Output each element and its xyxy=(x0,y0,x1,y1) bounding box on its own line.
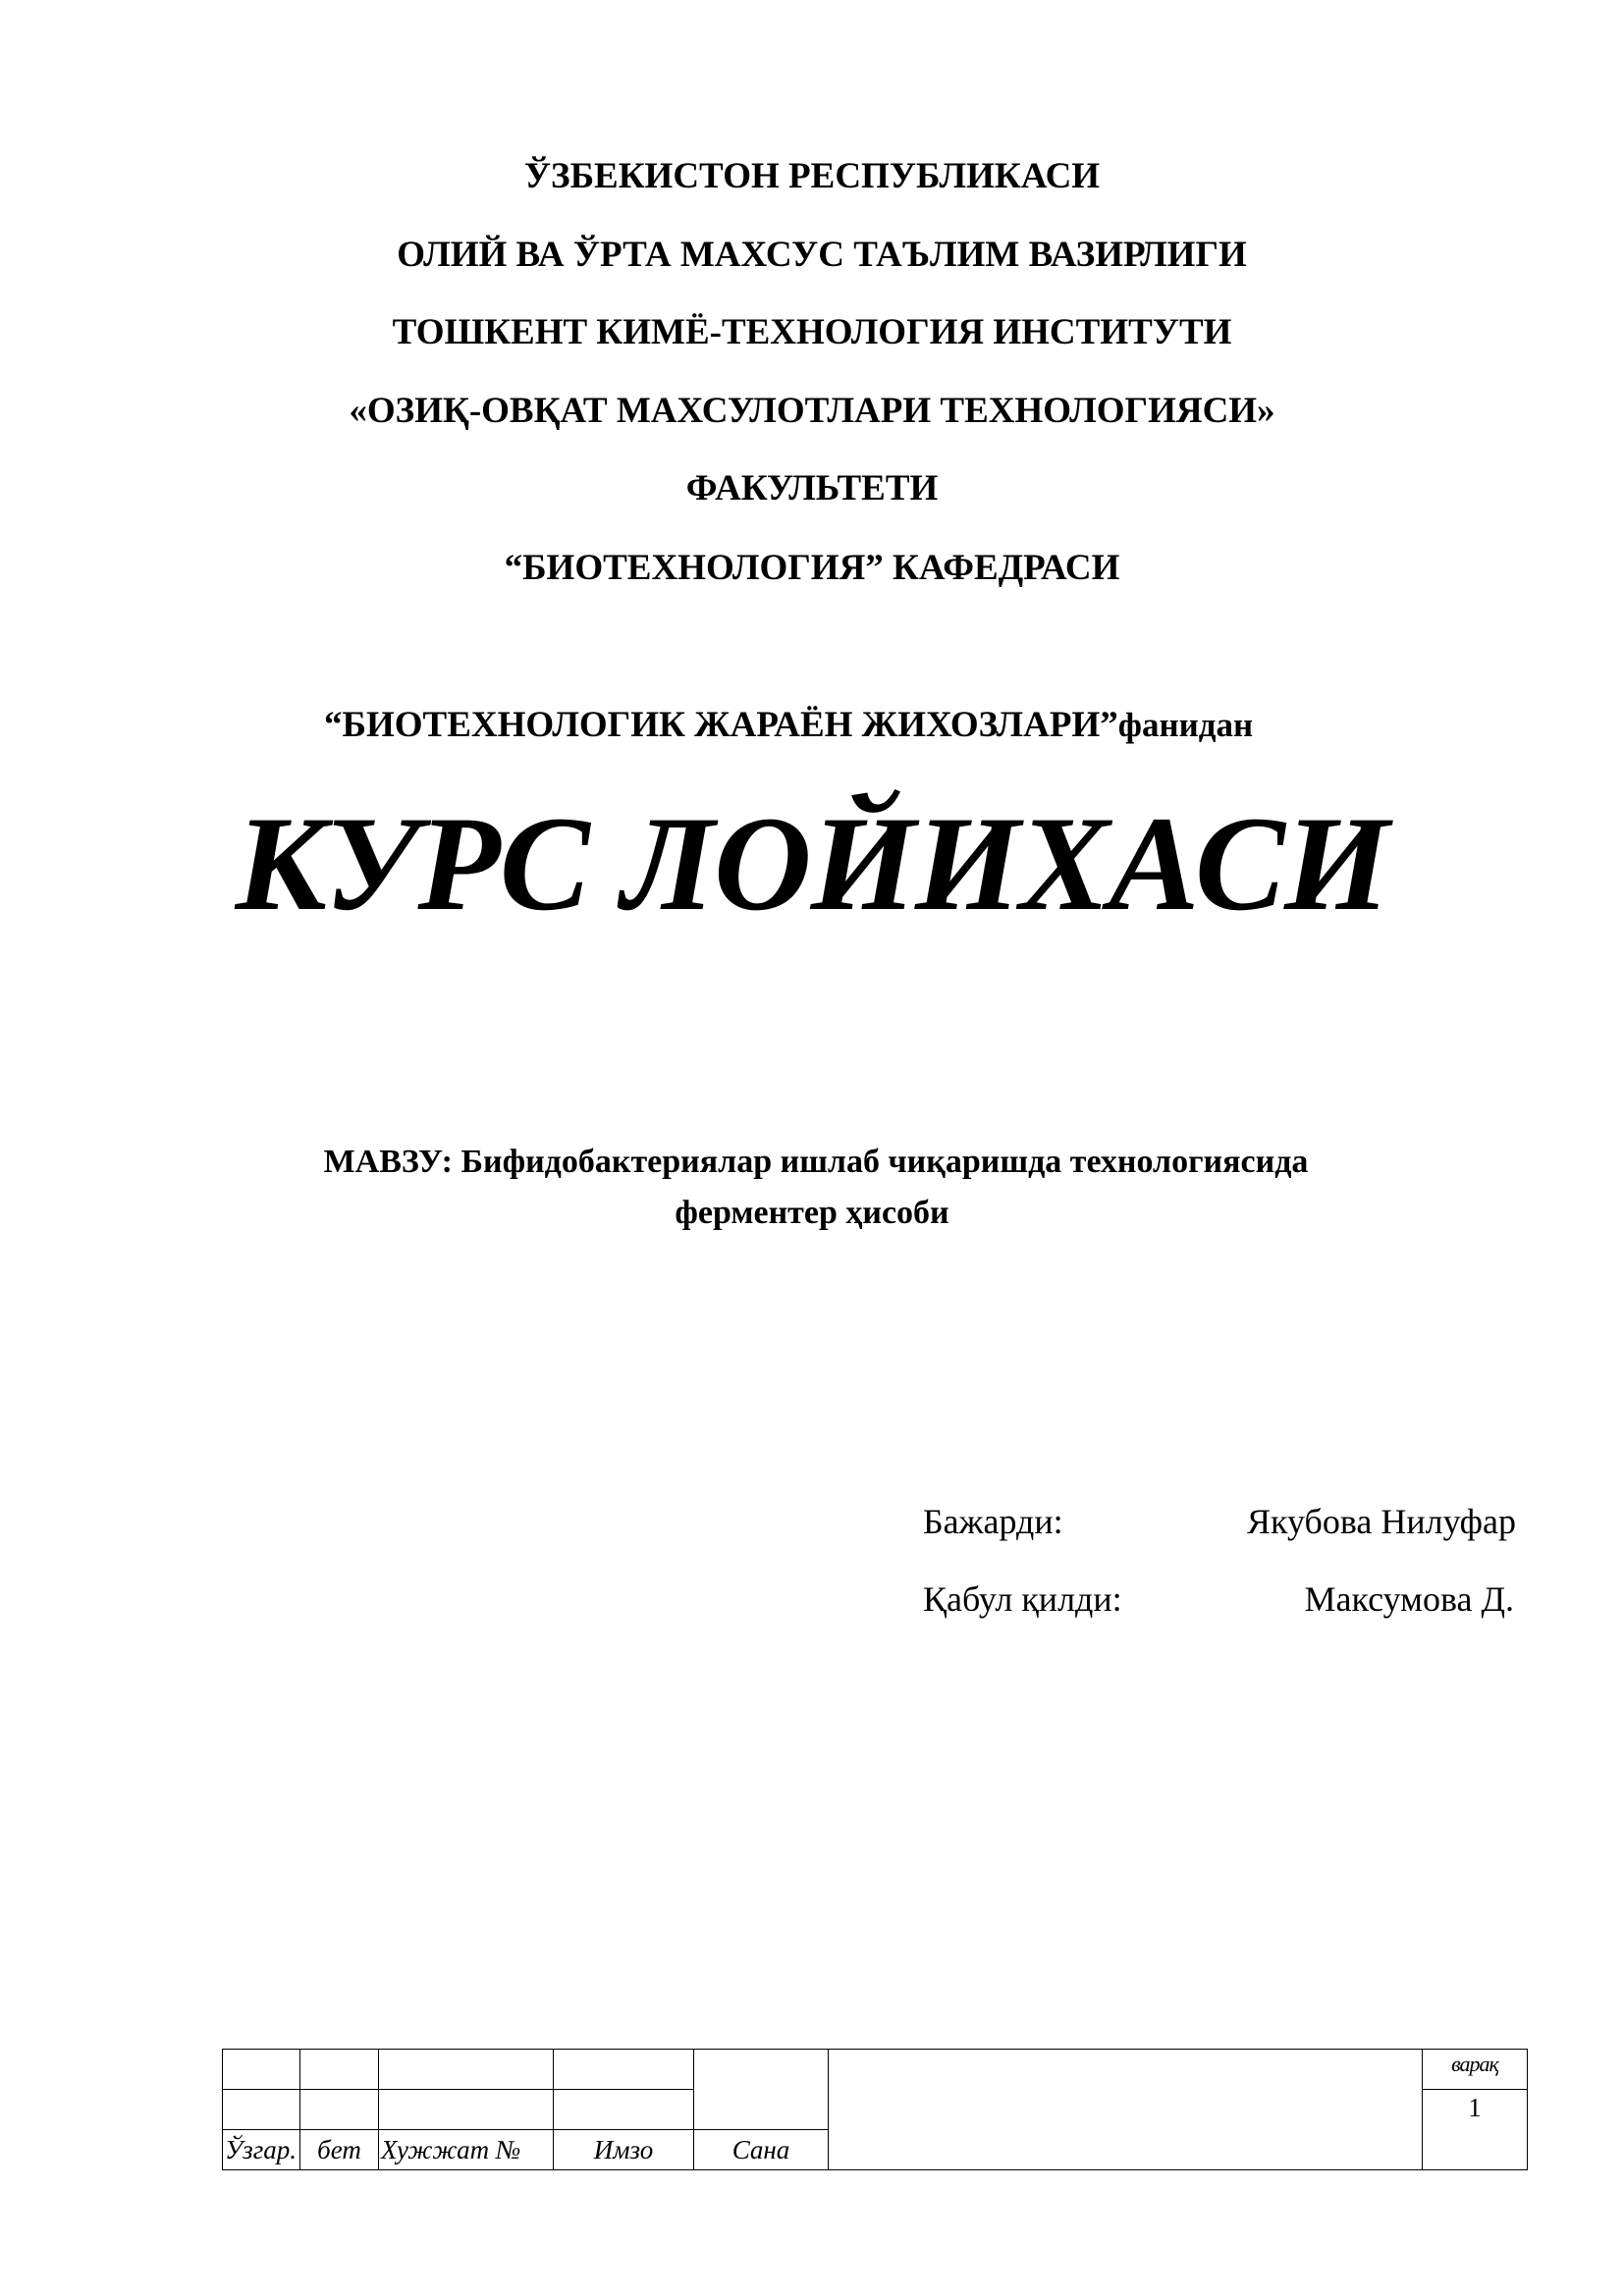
sheet-label: варақ xyxy=(1423,2050,1528,2090)
accepted-by-name: Максумова Д. xyxy=(1304,1579,1514,1619)
document-title: КУРС ЛОЙИХАСИ xyxy=(235,788,1389,938)
stamp-col-change: Ўзгар. xyxy=(223,2130,300,2170)
stamp-cell xyxy=(300,2050,379,2090)
subject-line xyxy=(324,704,1253,747)
header-ministry: ОЛИЙ ВА ЎРТА МАХСУС ТАЪЛИМ ВАЗИРЛИГИ xyxy=(397,235,1247,275)
stamp-cell xyxy=(694,2050,829,2130)
topic-line-2: ферментер ҳисоби xyxy=(675,1195,949,1231)
header-institute: ТОШКЕНТ КИМЁ-ТЕХНОЛОГИЯ ИНСТИТУТИ xyxy=(392,312,1232,352)
sheet-number: 1 xyxy=(1423,2090,1528,2170)
stamp-cell xyxy=(379,2050,554,2090)
stamp-col-page: бет xyxy=(300,2130,379,2170)
stamp-main-cell xyxy=(829,2050,1423,2170)
stamp-cell xyxy=(223,2090,300,2130)
stamp-cell xyxy=(554,2050,694,2090)
done-by-name: Якубова Нилуфар xyxy=(1247,1502,1516,1541)
done-by-label: Бажарди: xyxy=(923,1502,1063,1541)
title-block-stamp xyxy=(222,2049,1528,2170)
stamp-cell xyxy=(223,2050,300,2090)
stamp-col-signature: Имзо xyxy=(554,2130,694,2170)
stamp-col-date: Сана xyxy=(694,2130,829,2170)
header-faculty-name: «ОЗИҚ-ОВҚАТ МАХСУЛОТЛАРИ ТЕХНОЛОГИЯСИ» xyxy=(349,391,1275,431)
stamp-cell xyxy=(300,2090,379,2130)
stamp-cell xyxy=(379,2090,554,2130)
header-faculty: ФАКУЛЬТЕТИ xyxy=(685,468,939,508)
stamp-cell xyxy=(554,2090,694,2130)
header-country: ЎЗБЕКИСТОН РЕСПУБЛИКАСИ xyxy=(523,156,1101,196)
subject-suffix: фанидан xyxy=(1117,706,1254,744)
header-department: “БИОТЕХНОЛОГИЯ” КАФЕДРАСИ xyxy=(504,548,1120,588)
subject-name: “БИОТЕХНОЛОГИК ЖАРАЁН ЖИХОЗЛАРИ” xyxy=(324,705,1118,745)
accepted-by-label: Қабул қилди: xyxy=(923,1579,1122,1619)
stamp-col-doc-no: Хужжат № xyxy=(379,2130,554,2170)
topic-block xyxy=(0,1137,1624,1239)
topic-line-1: МАВЗУ: Бифидобактериялар ишлаб чиқаришда технологиясида xyxy=(323,1144,1309,1180)
